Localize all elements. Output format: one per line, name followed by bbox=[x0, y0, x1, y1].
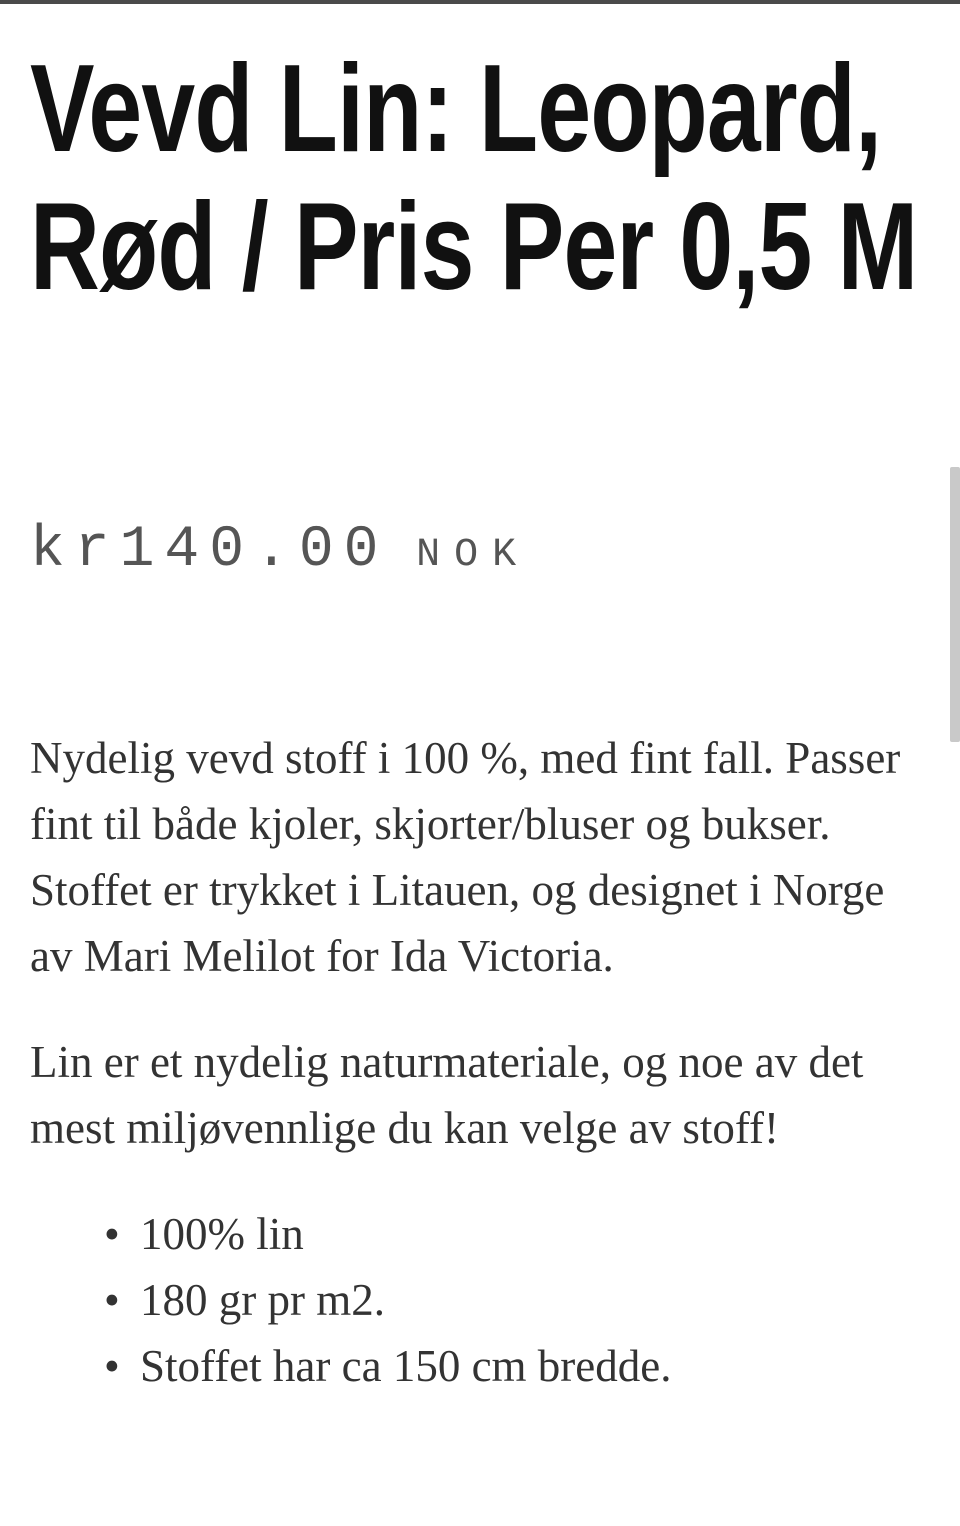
feature-item: • Stoffet har ca 150 cm bredde. bbox=[140, 1333, 930, 1399]
product-description bbox=[30, 725, 930, 1399]
feature-item: • 100% lin bbox=[140, 1201, 930, 1267]
top-divider bbox=[0, 0, 960, 4]
product-details bbox=[30, 40, 920, 1391]
feature-item: • 180 gr pr m2. bbox=[140, 1267, 930, 1333]
price-display bbox=[30, 518, 530, 583]
price-amount: kr140.00 bbox=[30, 518, 389, 583]
product-title: Vevd Lin: Leopard, Rød / Pris Per 0,5 M bbox=[30, 40, 918, 316]
feature-list bbox=[30, 1201, 930, 1399]
scrollbar-thumb[interactable] bbox=[950, 467, 960, 742]
description-paragraph: Nydelig vevd stoff i 100 %, med fint fall. Passer fint til både kjoler, skjorter/bluser og bukser. Stoffet er trykket i Litauen, og designet i Norge av Mari Melilot for Ida Victoria. bbox=[30, 733, 901, 981]
description-paragraph: Lin er et nydelig naturmateriale, og noe av det mest miljøvennlige du kan velge av stoff! bbox=[30, 1037, 864, 1153]
price-currency: NOK bbox=[416, 533, 531, 578]
